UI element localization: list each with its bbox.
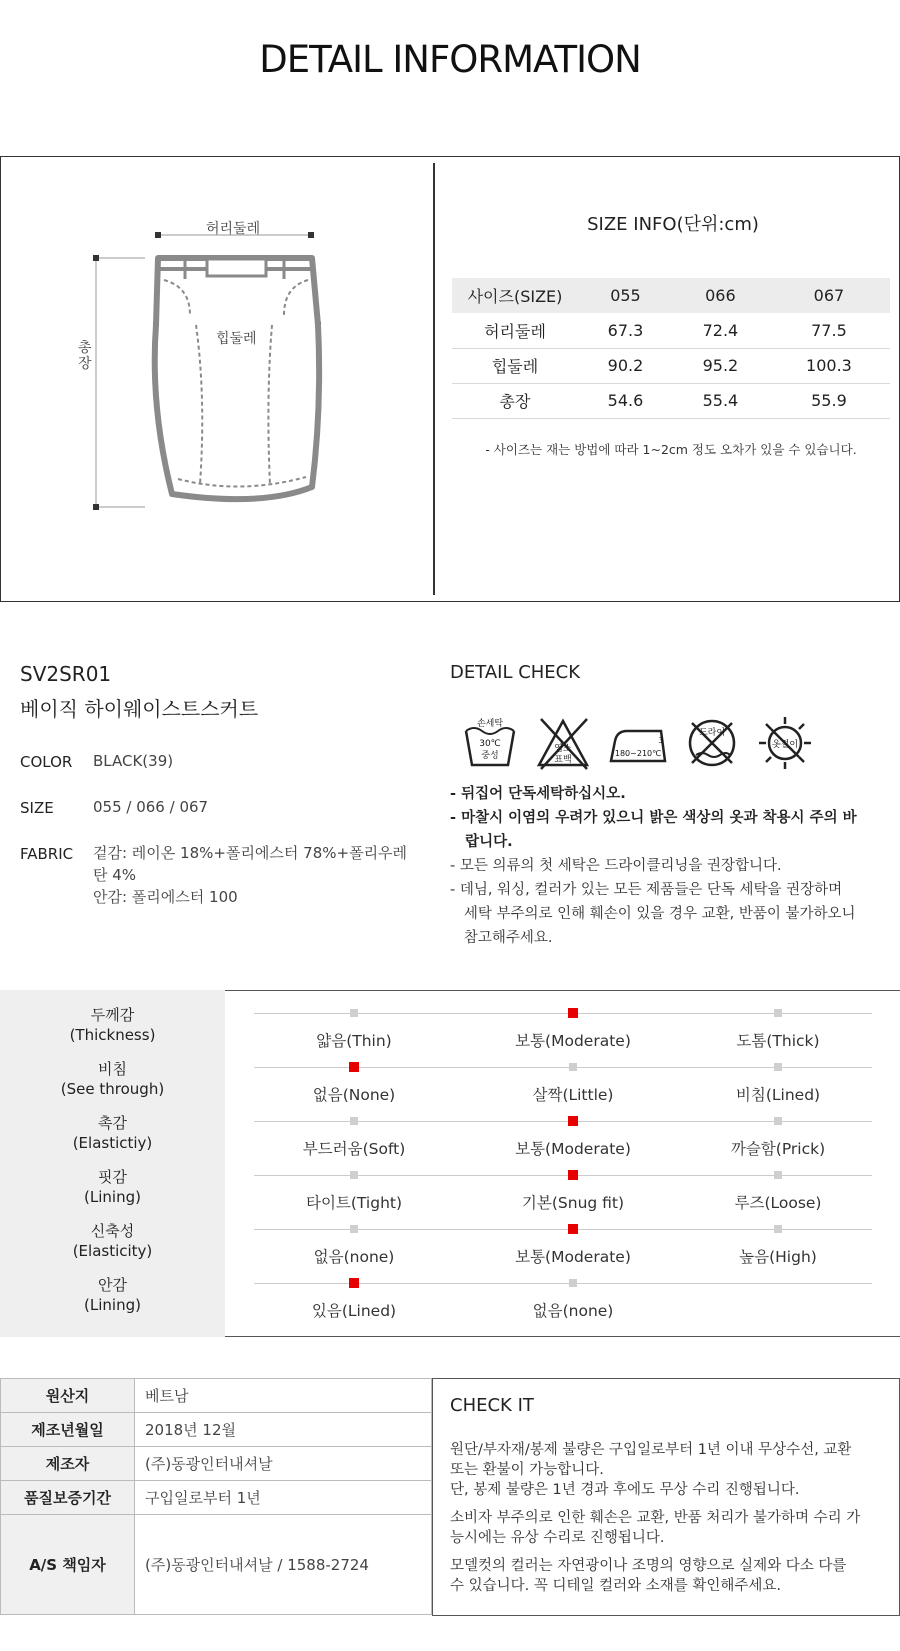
property-name	[0, 1221, 225, 1261]
property-option: 보통(Moderate)	[515, 1248, 631, 1266]
section-divider	[433, 163, 435, 595]
selected-marker	[568, 1224, 578, 1234]
property-subtitle: (Elastictiy)	[72, 1134, 153, 1152]
property-name	[0, 1167, 225, 1207]
row-label: 힙둘레	[452, 348, 578, 383]
property-option: 있음(Lined)	[311, 1302, 397, 1320]
fabric-label: FABRIC	[20, 845, 74, 863]
care-text: 염소	[554, 744, 572, 754]
product-info-table	[0, 1378, 432, 1615]
size-info-title: SIZE INFO(단위:cm)	[587, 214, 759, 235]
property-option: 없음(none)	[313, 1248, 395, 1266]
check-it-title: CHECK IT	[450, 1395, 534, 1416]
selected-marker	[568, 1008, 578, 1018]
info-value: 2018년 12월	[135, 1413, 432, 1447]
care-text: 표백	[554, 755, 572, 765]
scale-marker	[774, 1117, 782, 1125]
table-cell: 55.9	[768, 383, 890, 418]
property-option: 얇음(Thin)	[316, 1032, 392, 1050]
hand-wash-icon	[462, 715, 518, 771]
table-cell: 90.2	[578, 348, 673, 383]
fabric-line: 탄 4%	[93, 866, 137, 884]
care-instruction: - 모든 의류의 첫 세탁은 드라이클리닝을 권장합니다.	[450, 858, 782, 874]
table-row	[1, 1515, 432, 1615]
property-subtitle: (Lining)	[84, 1188, 141, 1206]
check-it-line: 또는 환불이 가능합니다.	[450, 1462, 604, 1478]
info-value: (주)동광인터내셔날 / 1588-2724	[135, 1515, 432, 1615]
property-subtitle: (Lining)	[84, 1296, 141, 1314]
table-header-cell: 055	[578, 278, 673, 313]
table-row	[452, 313, 890, 348]
no-hanger-icon	[757, 715, 813, 771]
check-it-line: 원단/부자재/봉제 불량은 구입일로부터 1년 이내 무상수선, 교환	[450, 1442, 852, 1458]
fabric-line: 안감: 폴리에스터 100	[93, 888, 238, 906]
scale-marker	[350, 1225, 358, 1233]
product-name: 베이직 하이웨이스트스커트	[20, 697, 259, 721]
size-note: - 사이즈는 재는 방법에 따라 1~2cm 정도 오차가 있을 수 있습니다.	[485, 442, 857, 457]
fabric-line: 겉감: 레이온 18%+폴리에스터 78%+폴리우레	[93, 844, 408, 862]
info-value: 구입일로부터 1년	[135, 1481, 432, 1515]
property-title: 촉감	[98, 1114, 127, 1132]
scale-marker	[774, 1225, 782, 1233]
scale-marker	[350, 1117, 358, 1125]
property-option: 도톰(Thick)	[736, 1032, 820, 1050]
table-row	[1, 1481, 432, 1515]
info-key: A/S 책임자	[1, 1515, 135, 1615]
size-label: SIZE	[20, 799, 54, 817]
table-row	[452, 383, 890, 418]
table-row	[1, 1379, 432, 1413]
iron-icon	[607, 715, 669, 771]
property-title: 신축성	[90, 1222, 135, 1240]
care-text: 180~210℃	[614, 749, 662, 758]
info-key: 제조자	[1, 1447, 135, 1481]
page-title: DETAIL INFORMATION	[259, 38, 641, 81]
property-subtitle: (See through)	[60, 1080, 165, 1098]
care-instruction: - 뒤집어 단독세탁하십시오.	[450, 786, 626, 802]
care-instruction: - 마찰시 이염의 우려가 있으니 밝은 색상의 옷과 착용시 주의 바	[450, 810, 857, 826]
table-cell: 100.3	[768, 348, 890, 383]
detail-check-title: DETAIL CHECK	[450, 662, 581, 683]
selected-marker	[568, 1170, 578, 1180]
property-option: 높음(High)	[739, 1248, 817, 1266]
table-cell: 54.6	[578, 383, 673, 418]
table-row	[1, 1447, 432, 1481]
property-name	[0, 1113, 225, 1153]
property-name	[0, 1275, 225, 1315]
table-row	[1, 1413, 432, 1447]
table-cell: 95.2	[673, 348, 768, 383]
care-text: 손세탁	[476, 719, 504, 729]
info-value: (주)동광인터내셔날	[135, 1447, 432, 1481]
care-text: 드라이	[698, 728, 726, 738]
property-option: 까슬함(Prick)	[730, 1140, 826, 1158]
product-code: SV2SR01	[20, 662, 112, 686]
size-value: 055 / 066 / 067	[93, 798, 209, 816]
care-text: 30℃	[479, 739, 501, 749]
no-wring-icon	[684, 715, 740, 771]
info-value: 베트남	[135, 1379, 432, 1413]
length-label: 총장	[78, 340, 92, 372]
property-subtitle: (Thickness)	[69, 1026, 156, 1044]
scale-marker	[774, 1009, 782, 1017]
check-it-line: 소비자 부주의로 인한 훼손은 교환, 반품 처리가 불가하며 수리 가	[450, 1510, 861, 1526]
property-option: 부드러움(Soft)	[302, 1140, 406, 1158]
care-text: 중성	[481, 751, 499, 761]
care-instruction: 랍니다.	[450, 834, 513, 850]
table-header-cell: 067	[768, 278, 890, 313]
care-text: 옷걸이	[771, 740, 799, 750]
scale-marker	[774, 1063, 782, 1071]
table-header-cell: 066	[673, 278, 768, 313]
color-value: BLACK(39)	[93, 752, 174, 770]
scale-marker	[774, 1171, 782, 1179]
table-cell: 77.5	[768, 313, 890, 348]
check-it-line: 능시에는 유상 수리로 진행됩니다.	[450, 1530, 665, 1546]
scale-marker	[350, 1171, 358, 1179]
care-instruction: - 데님, 워싱, 컬러가 있는 모든 제품들은 단독 세탁을 권장하며	[450, 882, 843, 898]
property-title: 비침	[98, 1060, 127, 1078]
table-cell: 67.3	[578, 313, 673, 348]
size-table	[452, 278, 890, 419]
size-table-header	[452, 278, 890, 313]
table-cell: 55.4	[673, 383, 768, 418]
care-instruction: 참고해주세요.	[450, 930, 553, 946]
svg-text:3: 3	[658, 736, 664, 745]
property-scale-line	[254, 1283, 872, 1284]
property-subtitle: (Elasticity)	[72, 1242, 153, 1260]
property-title: 핏감	[98, 1168, 127, 1186]
table-header-cell: 사이즈(SIZE)	[452, 278, 578, 313]
scale-marker	[569, 1279, 577, 1287]
no-bleach-icon	[535, 715, 591, 771]
info-key: 원산지	[1, 1379, 135, 1413]
table-row	[452, 348, 890, 383]
property-option: 없음(none)	[532, 1302, 614, 1320]
selected-marker	[349, 1278, 359, 1288]
property-title: 안감	[98, 1276, 127, 1294]
check-it-line: 단, 봉제 불량은 1년 경과 후에도 무상 수리 진행됩니다.	[450, 1482, 800, 1498]
info-key: 제조년월일	[1, 1413, 135, 1447]
property-title: 두께감	[90, 1006, 135, 1024]
property-option: 타이트(Tight)	[305, 1194, 403, 1212]
waist-label: 허리둘레	[206, 221, 261, 237]
row-label: 총장	[452, 383, 578, 418]
care-instruction: 세탁 부주의로 인해 훼손이 있을 경우 교환, 반품이 불가하오니	[450, 906, 856, 922]
color-label: COLOR	[20, 753, 73, 771]
property-option: 보통(Moderate)	[515, 1032, 631, 1050]
property-name	[0, 1005, 225, 1045]
property-option: 루즈(Loose)	[734, 1194, 822, 1212]
row-label: 허리둘레	[452, 313, 578, 348]
table-cell: 72.4	[673, 313, 768, 348]
scale-marker	[569, 1063, 577, 1071]
property-option: 보통(Moderate)	[515, 1140, 631, 1158]
info-key: 품질보증기간	[1, 1481, 135, 1515]
property-option: 기본(Snug fit)	[521, 1194, 625, 1212]
property-option: 없음(None)	[312, 1086, 396, 1104]
check-it-line: 모델컷의 컬러는 자연광이나 조명의 영향으로 실제와 다소 다를	[450, 1558, 847, 1574]
property-option: 비침(Lined)	[735, 1086, 821, 1104]
scale-marker	[350, 1009, 358, 1017]
check-it-line: 수 있습니다. 꼭 디테일 컬러와 소재를 확인해주세요.	[450, 1578, 782, 1594]
hip-label: 힙둘레	[216, 331, 257, 347]
property-option: 살짝(Little)	[532, 1086, 614, 1104]
selected-marker	[568, 1116, 578, 1126]
property-name	[0, 1059, 225, 1099]
selected-marker	[349, 1062, 359, 1072]
